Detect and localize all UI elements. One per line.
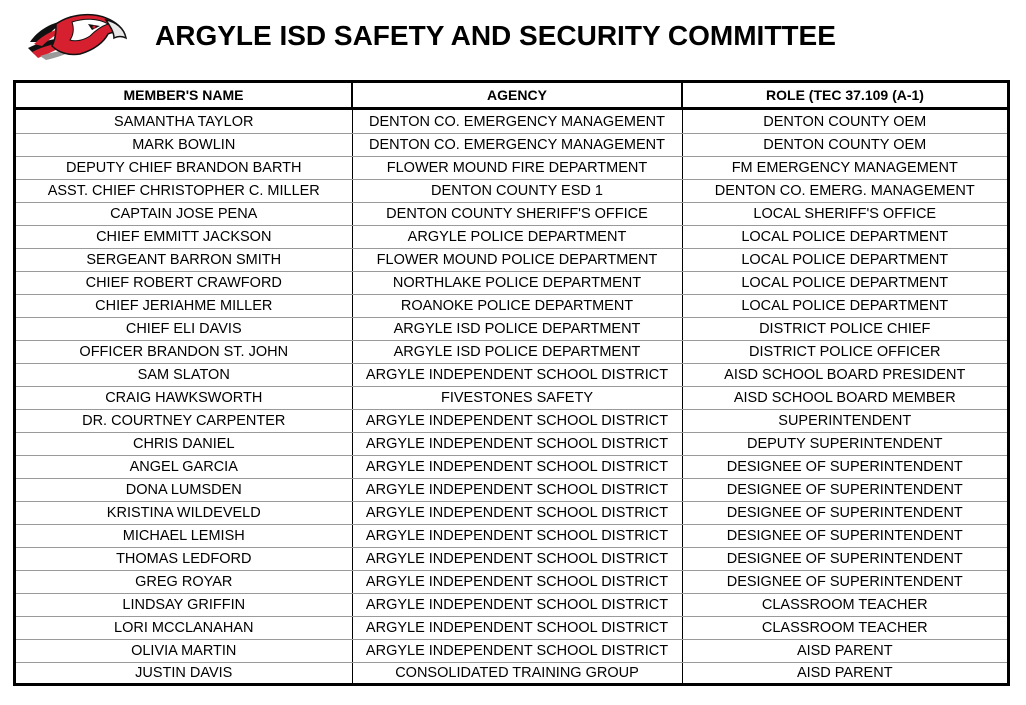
agency-cell: DENTON CO. EMERGENCY MANAGEMENT [352,134,682,157]
table-row [16,617,1007,640]
table-row [16,134,1007,157]
table-row [16,640,1007,663]
table-row [16,180,1007,203]
agency-cell: ROANOKE POLICE DEPARTMENT [352,295,682,318]
table-row [16,663,1007,684]
member-name-cell: ASST. CHIEF CHRISTOPHER C. MILLER [16,180,352,203]
role-cell: FM EMERGENCY MANAGEMENT [682,157,1007,180]
member-name-cell: SAMANTHA TAYLOR [16,109,352,134]
role-cell: DESIGNEE OF SUPERINTENDENT [682,479,1007,502]
member-name-cell: CAPTAIN JOSE PENA [16,203,352,226]
member-name-cell: SERGEANT BARRON SMITH [16,249,352,272]
agency-cell: ARGYLE INDEPENDENT SCHOOL DISTRICT [352,571,682,594]
table-row [16,249,1007,272]
agency-cell: ARGYLE INDEPENDENT SCHOOL DISTRICT [352,433,682,456]
role-cell: LOCAL POLICE DEPARTMENT [682,226,1007,249]
role-cell: DEPUTY SUPERINTENDENT [682,433,1007,456]
table-row [16,226,1007,249]
agency-cell: ARGYLE POLICE DEPARTMENT [352,226,682,249]
agency-cell: ARGYLE INDEPENDENT SCHOOL DISTRICT [352,456,682,479]
table-row [16,410,1007,433]
role-cell: CLASSROOM TEACHER [682,594,1007,617]
agency-cell: NORTHLAKE POLICE DEPARTMENT [352,272,682,295]
member-name-cell: DR. COURTNEY CARPENTER [16,410,352,433]
member-name-cell: MICHAEL LEMISH [16,525,352,548]
agency-cell: ARGYLE INDEPENDENT SCHOOL DISTRICT [352,525,682,548]
agency-cell: DENTON CO. EMERGENCY MANAGEMENT [352,109,682,134]
role-cell: DESIGNEE OF SUPERINTENDENT [682,571,1007,594]
agency-cell: ARGYLE INDEPENDENT SCHOOL DISTRICT [352,479,682,502]
agency-cell: ARGYLE INDEPENDENT SCHOOL DISTRICT [352,502,682,525]
agency-cell: ARGYLE INDEPENDENT SCHOOL DISTRICT [352,617,682,640]
table-row [16,571,1007,594]
table-row [16,502,1007,525]
member-name-cell: CHIEF ELI DAVIS [16,318,352,341]
table-header-row [16,83,1007,109]
agency-cell: ARGYLE INDEPENDENT SCHOOL DISTRICT [352,594,682,617]
table-row [16,594,1007,617]
table-body [16,109,1007,684]
committee-table [16,83,1007,683]
page-header [0,0,1026,76]
table-row [16,479,1007,502]
member-name-cell: OFFICER BRANDON ST. JOHN [16,341,352,364]
role-cell: DENTON CO. EMERG. MANAGEMENT [682,180,1007,203]
agency-cell: ARGYLE INDEPENDENT SCHOOL DISTRICT [352,548,682,571]
table-row [16,433,1007,456]
column-header-role: ROLE (TEC 37.109 (A-1) [682,83,1007,109]
role-cell: DISTRICT POLICE OFFICER [682,341,1007,364]
table-row [16,295,1007,318]
role-cell: AISD PARENT [796,665,893,681]
agency-cell: CONSOLIDATED TRAINING GROUP [352,663,682,684]
table-row [16,318,1007,341]
table-row [16,456,1007,479]
column-header-agency: AGENCY [352,83,682,109]
agency-cell: FIVESTONES SAFETY [352,387,682,410]
role-cell: AISD PARENT [682,640,1007,663]
committee-table-container [13,80,1010,686]
role-cell: LOCAL POLICE DEPARTMENT [682,272,1007,295]
table-row [16,548,1007,571]
role-cell: CLASSROOM TEACHER [682,617,1007,640]
agency-cell: DENTON COUNTY SHERIFF'S OFFICE [352,203,682,226]
role-cell: AISD SCHOOL BOARD MEMBER [682,387,1007,410]
agency-cell: ARGYLE ISD POLICE DEPARTMENT [352,341,682,364]
member-name-cell: DEPUTY CHIEF BRANDON BARTH [16,157,352,180]
member-name-cell: OLIVIA MARTIN [16,640,352,663]
table-row [16,109,1007,134]
role-cell: DISTRICT POLICE CHIEF [682,318,1007,341]
member-name-cell: JUSTIN DAVIS [16,663,352,684]
agency-cell: ARGYLE INDEPENDENT SCHOOL DISTRICT [352,640,682,663]
member-name-cell: CHIEF ROBERT CRAWFORD [16,272,352,295]
member-name-cell: GREG ROYAR [16,571,352,594]
agency-cell: ARGYLE INDEPENDENT SCHOOL DISTRICT [352,410,682,433]
table-row [16,364,1007,387]
member-name-cell: SAM SLATON [16,364,352,387]
member-name-cell: ANGEL GARCIA [16,456,352,479]
table-row [16,525,1007,548]
role-cell: DENTON COUNTY OEM [682,109,1007,134]
agency-cell: ARGYLE ISD POLICE DEPARTMENT [352,318,682,341]
table-row [16,157,1007,180]
agency-cell: DENTON COUNTY ESD 1 [352,180,682,203]
role-cell: DESIGNEE OF SUPERINTENDENT [682,548,1007,571]
table-row [16,272,1007,295]
agency-cell: FLOWER MOUND POLICE DEPARTMENT [352,249,682,272]
table-row [16,387,1007,410]
member-name-cell: DONA LUMSDEN [16,479,352,502]
member-name-cell: KRISTINA WILDEVELD [16,502,352,525]
member-name-cell: CHIEF JERIAHME MILLER [16,295,352,318]
role-cell: DENTON COUNTY OEM [682,134,1007,157]
member-name-cell: CHIEF EMMITT JACKSON [16,226,352,249]
agency-cell: ARGYLE INDEPENDENT SCHOOL DISTRICT [352,364,682,387]
table-row [16,203,1007,226]
role-cell: AISD SCHOOL BOARD PRESIDENT [682,364,1007,387]
table-row [16,341,1007,364]
member-name-cell: MARK BOWLIN [16,134,352,157]
agency-cell: FLOWER MOUND FIRE DEPARTMENT [352,157,682,180]
member-name-cell: CHRIS DANIEL [16,433,352,456]
role-cell: LOCAL SHERIFF'S OFFICE [682,203,1007,226]
role-cell: DESIGNEE OF SUPERINTENDENT [682,525,1007,548]
member-name-cell: LORI MCCLANAHAN [16,617,352,640]
role-cell: DESIGNEE OF SUPERINTENDENT [682,502,1007,525]
role-cell: SUPERINTENDENT [682,410,1007,433]
member-name-cell: LINDSAY GRIFFIN [16,594,352,617]
role-cell: DESIGNEE OF SUPERINTENDENT [682,456,1007,479]
role-cell: LOCAL POLICE DEPARTMENT [682,249,1007,272]
eagle-head-icon [26,8,128,62]
member-name-cell: THOMAS LEDFORD [16,548,352,571]
member-name-cell: CRAIG HAWKSWORTH [16,387,352,410]
column-header-name: MEMBER'S NAME [16,83,352,109]
role-cell: LOCAL POLICE DEPARTMENT [682,295,1007,318]
page-title: ARGYLE ISD SAFETY AND SECURITY COMMITTEE [155,20,836,51]
